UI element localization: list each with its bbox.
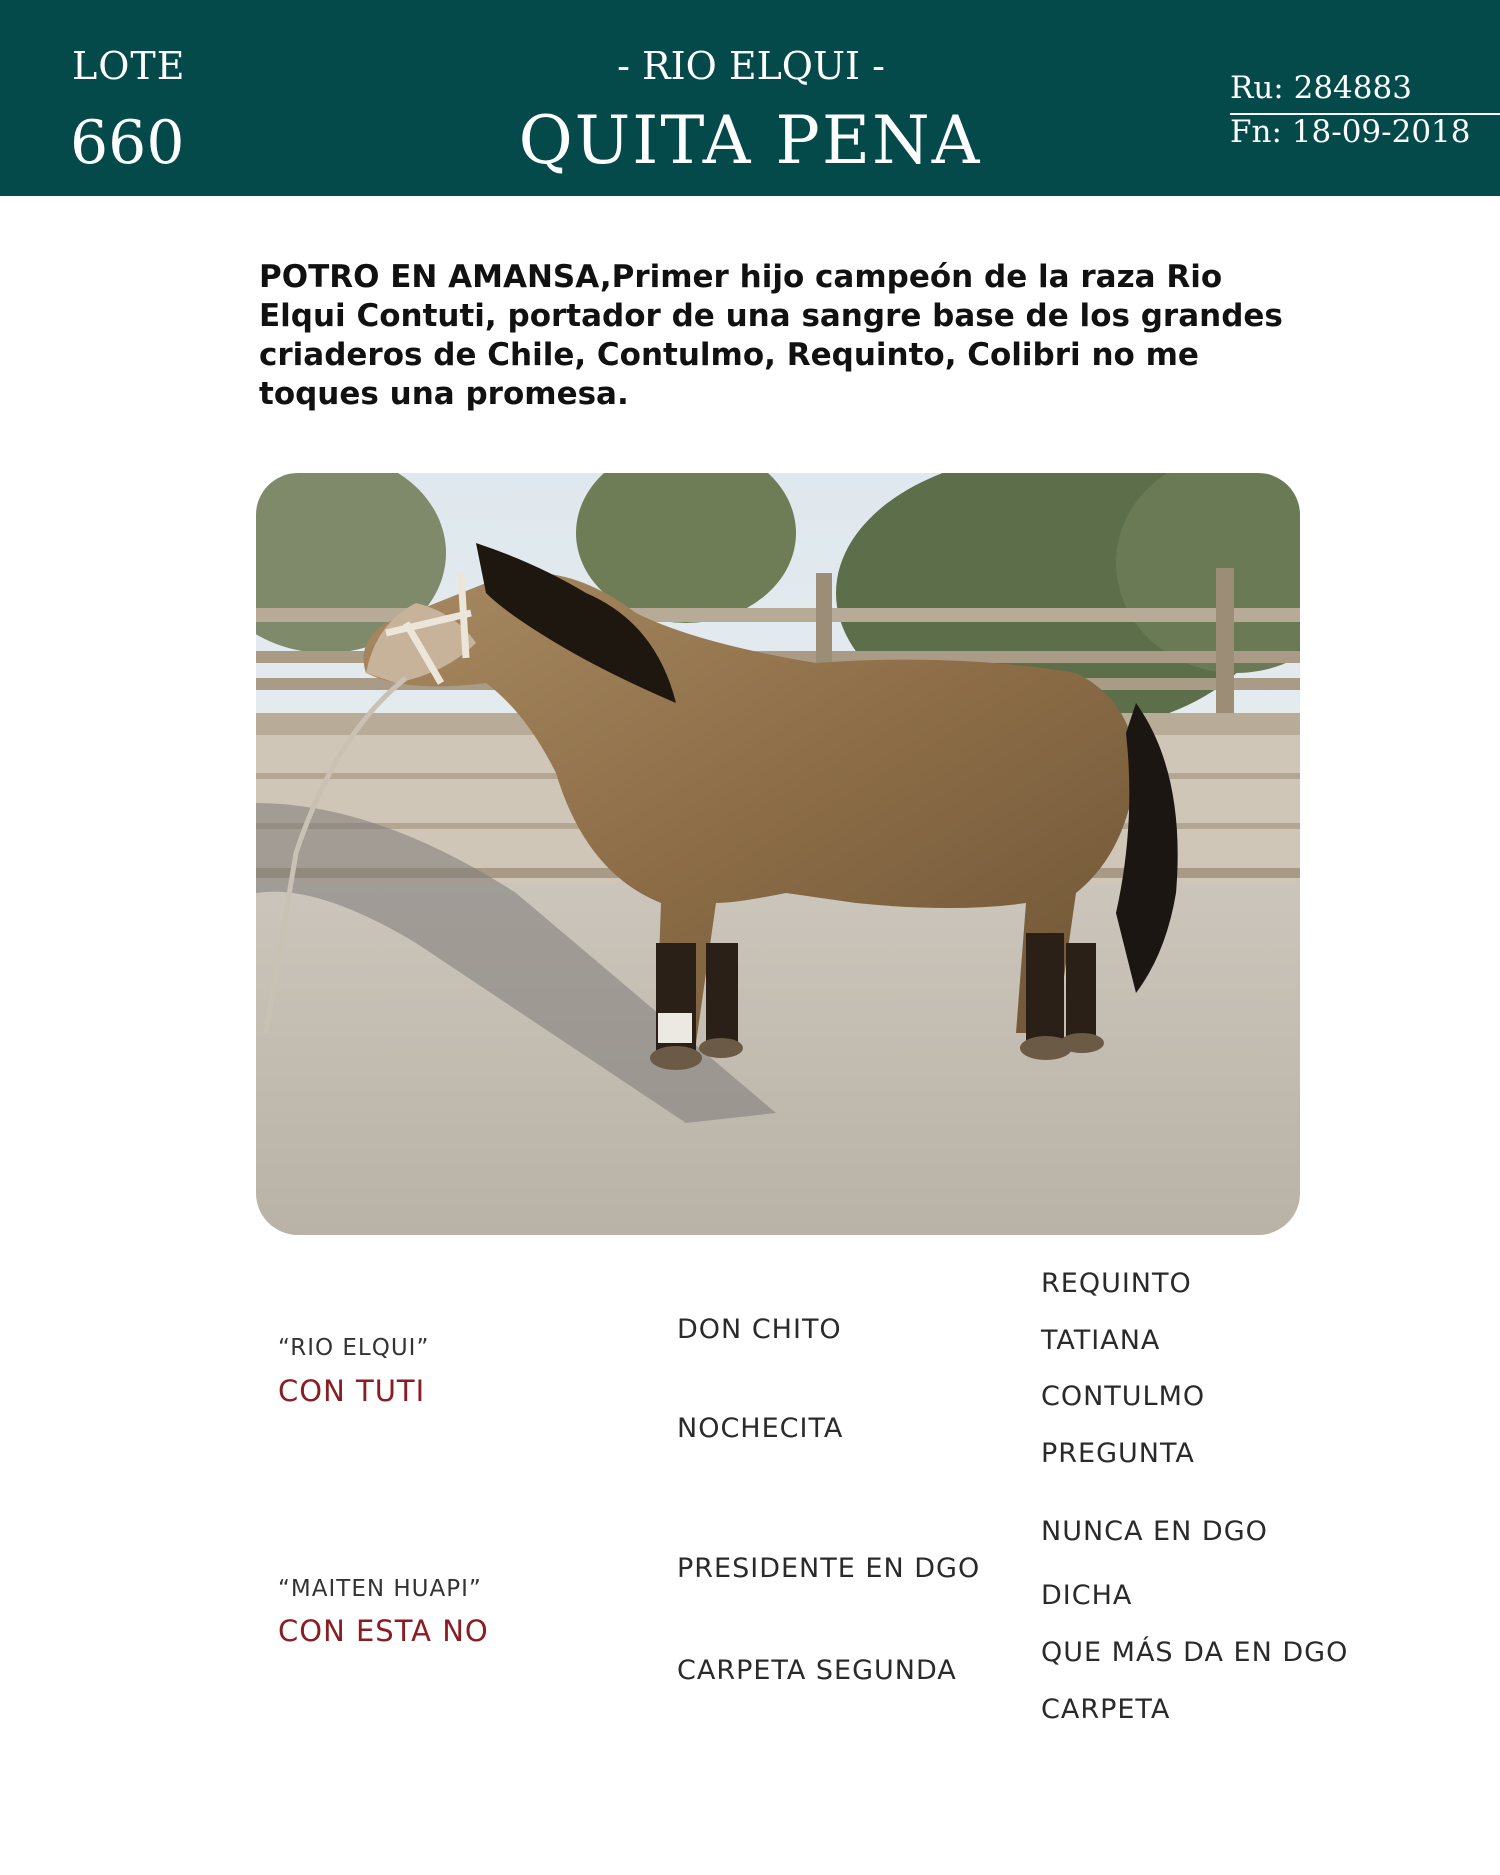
grandparent-sire-sire: DON CHITO [677,1314,842,1345]
dam-breeder: “MAITEN HUAPI” [278,1576,482,1602]
grandparent-dam-sire: PRESIDENTE EN DGO [677,1553,981,1584]
horse-photo-illustration [256,473,1300,1235]
registration-number: Ru: 284883 [1230,70,1412,106]
great-grandparent-7: QUE MÁS DA EN DGO [1041,1637,1349,1668]
grandparent-sire-dam: NOCHECITA [677,1413,844,1444]
great-grandparent-8: CARPETA [1041,1694,1171,1725]
great-grandparent-5: NUNCA EN DGO [1041,1516,1268,1547]
great-grandparent-4: PREGUNTA [1041,1438,1195,1469]
great-grandparent-6: DICHA [1041,1580,1133,1611]
great-grandparent-1: REQUINTO [1041,1268,1192,1299]
grandparent-dam-dam: CARPETA SEGUNDA [677,1655,957,1686]
great-grandparent-3: CONTULMO [1041,1381,1206,1412]
header-banner [0,0,1500,196]
dam-name: CON ESTA NO [278,1614,489,1648]
horse-description: POTRO EN AMANSA,Primer hijo campeón de la raza Rio Elqui Contuti, portador de una sangre base de los grandes criaderos de Chile, Contulmo, Requinto, Colibri no me toques una promesa. [259,259,1283,412]
lot-label: LOTE [72,44,186,88]
birth-date: Fn: 18-09-2018 [1230,114,1471,150]
horse-photo [256,473,1300,1235]
horse-name: QUITA PENA [518,102,982,179]
lot-number: 660 [70,108,185,178]
breeder-name-text: - RIO ELQUI - [617,44,885,88]
great-grandparent-2: TATIANA [1041,1325,1161,1356]
sire-name: CON TUTI [278,1374,426,1408]
sire-breeder: “RIO ELQUI” [278,1335,430,1361]
